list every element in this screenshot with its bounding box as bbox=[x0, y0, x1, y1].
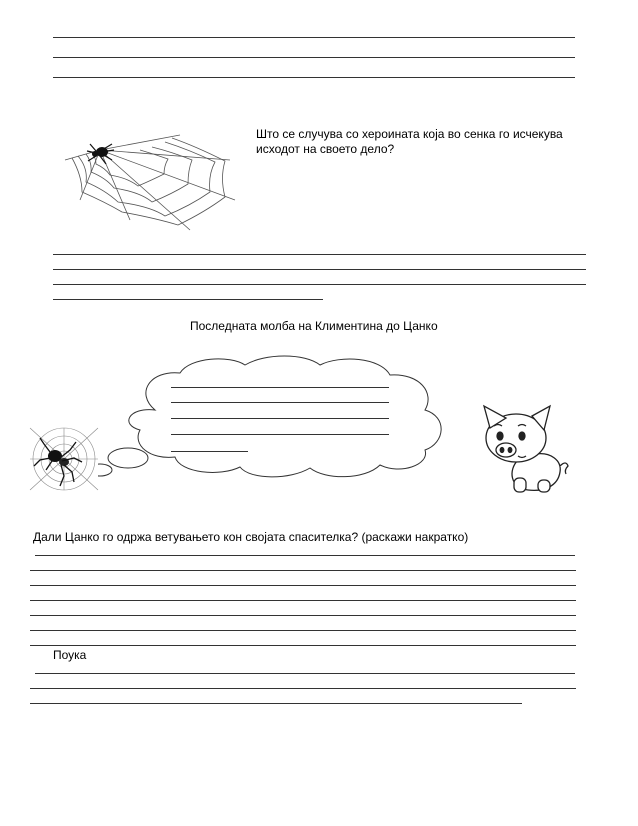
answer-line[interactable] bbox=[30, 630, 576, 631]
answer-line[interactable] bbox=[30, 645, 576, 646]
answer-line[interactable] bbox=[30, 703, 522, 704]
thought-cloud-icon bbox=[80, 355, 460, 485]
answer-line[interactable] bbox=[30, 570, 576, 571]
answer-line[interactable] bbox=[53, 77, 575, 78]
answer-line[interactable] bbox=[53, 284, 586, 285]
question-text: Дали Цанко го одржа ветувањето кон својата спасителка? (раскажи накратко) bbox=[33, 530, 469, 544]
question-text: Што се случува со хероината која во сенка го исчекува bbox=[256, 127, 563, 141]
piglet-icon bbox=[478, 402, 578, 498]
answer-line[interactable] bbox=[171, 402, 389, 403]
answer-line[interactable] bbox=[30, 600, 576, 601]
answer-line[interactable] bbox=[171, 451, 248, 452]
answer-line[interactable] bbox=[53, 299, 323, 300]
answer-line[interactable] bbox=[171, 434, 389, 435]
answer-line[interactable] bbox=[53, 269, 586, 270]
section-heading: Последната молба на Климентина до Цанко bbox=[190, 319, 438, 333]
answer-line[interactable] bbox=[30, 615, 576, 616]
answer-line[interactable] bbox=[53, 254, 586, 255]
answer-line[interactable] bbox=[171, 387, 389, 388]
question-text: исходот на своето дело? bbox=[256, 142, 395, 156]
spider-web-icon bbox=[30, 428, 98, 490]
answer-line[interactable] bbox=[171, 418, 389, 419]
answer-line[interactable] bbox=[53, 57, 575, 58]
spider-web-icon bbox=[60, 120, 240, 235]
answer-line[interactable] bbox=[30, 585, 576, 586]
answer-line[interactable] bbox=[53, 37, 575, 38]
answer-line[interactable] bbox=[35, 673, 575, 674]
answer-line[interactable] bbox=[35, 555, 575, 556]
lesson-label: Поука bbox=[53, 648, 87, 662]
answer-line[interactable] bbox=[30, 688, 576, 689]
